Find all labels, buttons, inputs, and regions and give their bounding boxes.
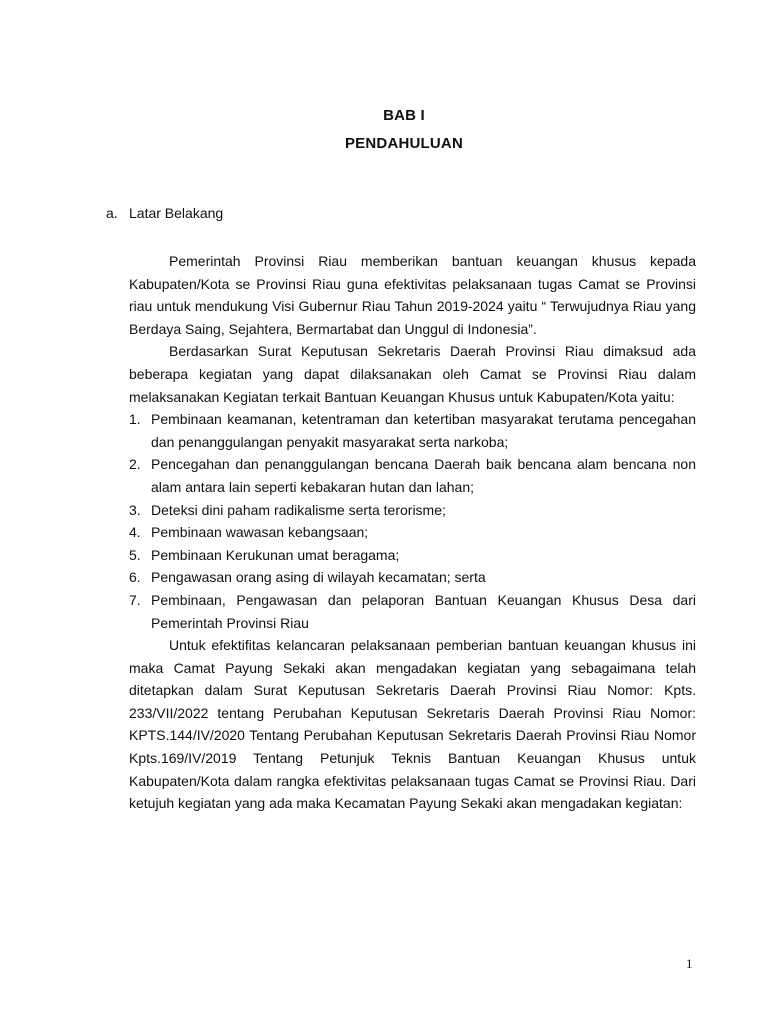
chapter-number: BAB I (383, 107, 425, 124)
list-item-number: 3. (129, 501, 141, 518)
list-item-text: Pembinaan Kerukunan umat beragama; (151, 546, 400, 563)
list-item-number: 6. (129, 569, 141, 586)
list-item (129, 566, 696, 589)
paragraph-1: Pemerintah Provinsi Riau memberikan bantuan keuangan khusus kepada Kabupaten/Kota se Provinsi Riau guna efektivitas pelaksanaan tugas Camat se Provinsi riau untuk mendukung Visi Gubernur Riau Tahun 2019-2024 yaitu “ Terwujudnya Riau yang Berdaya Saing, Sejahtera, Bermartabat dan Unggul di Indonesia”. (129, 253, 696, 337)
list-item-text: Pembinaan, Pengawasan dan pelaporan Bantuan Keuangan Khusus Desa dari Pemerintah Provinsi Riau (151, 591, 696, 631)
list-item-text: Pengawasan orang asing di wilayah kecamatan; serta (151, 569, 486, 586)
list-item (129, 521, 696, 544)
list-item-number: 5. (129, 546, 141, 563)
page-number: 1 (686, 956, 693, 971)
document-body (129, 250, 696, 815)
activity-list (129, 408, 696, 634)
list-item (129, 499, 696, 522)
chapter-title: PENDAHULUAN (344, 135, 464, 152)
list-item-text: Pencegahan dan penanggulangan bencana Daerah baik bencana alam bencana non alam antara lain seperti kebakaran hutan dan lahan; (151, 456, 696, 495)
list-item-number: 4. (129, 524, 141, 541)
section-heading-text: Latar Belakang (129, 205, 224, 221)
list-item (129, 408, 696, 453)
list-item-number: 7. (129, 591, 141, 608)
list-item-number: 2. (129, 456, 141, 473)
section-heading (106, 205, 223, 221)
paragraph-2: Berdasarkan Surat Keputusan Sekretaris Daerah Provinsi Riau dimaksud ada beberapa kegiatan yang dapat dilaksanakan oleh Camat se Provinsi Riau dalam melaksanakan Kegiatan terkait Bantuan Keuangan Khusus untuk Kabupaten/Kota yaitu: (129, 343, 696, 405)
list-item-number: 1. (129, 411, 141, 428)
list-item-text: Pembinaan keamanan, ketentraman dan ketertiban masyarakat terutama pencegahan dan penanggulangan penyakit masyarakat serta narkoba; (151, 411, 696, 450)
list-item (129, 453, 696, 498)
list-item (129, 589, 696, 634)
section-label: a. (106, 205, 118, 221)
paragraph-3: Untuk efektifitas kelancaran pelaksanaan pemberian bantuan keuangan khusus ini maka Camat Payung Sekaki akan mengadakan kegiatan yang sebagaimana telah ditetapkan dalam Surat Keputusan Sekretaris Daerah Provinsi Riau Nomor: Kpts. 233/VII/2022 tentang Perubahan Keputusan Sekretaris Daerah Provinsi Riau Nomor: KPTS.144/IV/2020 Tentang Perubahan Keputusan Sekretaris Daerah Provinsi Riau Nomor Kpts.169/IV/2019 Tentang Petunjuk Teknis Bantuan Keuangan Khusus untuk Kabupaten/Kota dalam rangka efektivitas pelaksanaan tugas Camat se Provinsi Riau. Dari ketujuh kegiatan yang ada maka Kecamatan Payung Sekaki akan mengadakan kegiatan: (129, 637, 696, 812)
list-item-text: Deteksi dini paham radikalisme serta terorisme; (151, 501, 446, 518)
list-item (129, 544, 696, 567)
list-item-text: Pembinaan wawasan kebangsaan; (151, 524, 369, 541)
